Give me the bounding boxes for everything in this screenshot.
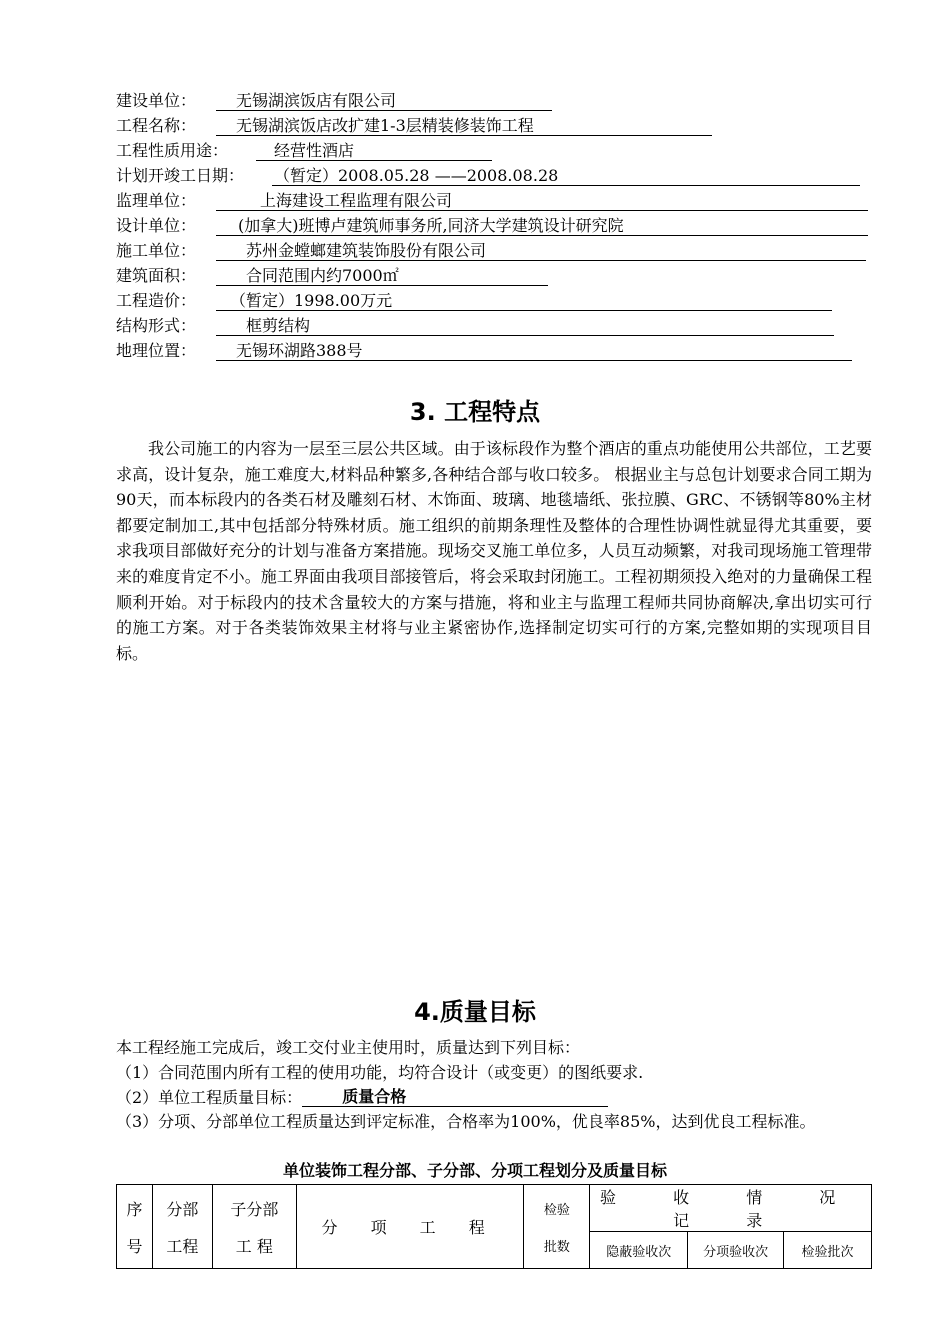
- col-header-part-top: 分部: [166, 1199, 199, 1219]
- info-label: 监理单位：: [116, 191, 197, 210]
- section-3-body: 我公司施工的内容为一层至三层公共区域。由于该标段作为整个酒店的重点功能使用公共部位，工艺要求高，设计复杂，施工难度大,材料品种繁多,各种结合部与收口较多。 根据业主与总包计划要求合同工期为90天，而本标段内的各类石材及雕刻石材、木饰面、玻璃、地毯墙纸、张拉膜、GRC、不锈钢等80%主材都要定制加工,其中包括部分特殊材质。施工组织的前期条理性及整体的合理性协调性就显得尤其重要，要求我项目部做好充分的计划与准备方案措施。现场交叉施工单位多，人员互动频繁，对我司现场施工管理带来的难度肯定不小。施工界面由我项目部接管后，将会采取封闭施工。工程初期须投入绝对的力量确保工程顺利开始。对于标段内的技术含量较大的方案与措施，将和业主与监理工程师共同协商解决,拿出切实可行的施工方案。对于各类装饰效果主材将与业主紧密协作,选择制定切实可行的方案,完整如期的实现项目目标。: [116, 439, 872, 663]
- info-value: 无锡湖滨饭店有限公司: [216, 89, 552, 111]
- info-line-project-name: [116, 114, 534, 138]
- info-value: （暂定）1998.00万元: [216, 289, 832, 311]
- info-value: 苏州金螳螂建筑装饰股份有限公司: [216, 239, 866, 261]
- info-value: 无锡湖滨饭店改扩建1-3层精装修装饰工程: [216, 114, 712, 136]
- info-label: 建筑面积：: [116, 266, 197, 285]
- info-line-construction-unit: [116, 89, 397, 113]
- info-value: 无锡环湖路388号: [216, 339, 852, 361]
- info-line-cost: [116, 289, 393, 313]
- col-header-seq: [117, 1185, 153, 1269]
- col-header-item: 分 项 工 程: [296, 1185, 524, 1269]
- quality-intro: 本工程经施工完成后，竣工交付业主使用时，质量达到下列目标：: [116, 1038, 581, 1057]
- col-header-seq-top: 序: [126, 1199, 143, 1219]
- info-value: （暂定）2008.05.28 ——2008.08.28: [272, 164, 860, 186]
- info-line-schedule: [116, 164, 559, 188]
- sub-header-batch: 检验批次: [784, 1232, 872, 1269]
- info-label: 建设单位：: [116, 91, 197, 110]
- col-header-subpart: [212, 1185, 296, 1269]
- info-line-location: [116, 339, 363, 363]
- info-line-supervision-unit: [116, 189, 453, 213]
- col-header-batch: [524, 1185, 590, 1269]
- quality-item-3: （3）分项、分部单位工程质量达到评定标准，合格率为100%，优良率85%，达到优良工程标准。: [116, 1112, 816, 1131]
- info-value: 经营性酒店: [256, 139, 492, 161]
- info-value: 合同范围内约7000㎡: [216, 264, 548, 286]
- quality-item-2: [116, 1085, 608, 1110]
- col-header-subpart-top: 子分部: [230, 1199, 279, 1219]
- info-label: 工程造价：: [116, 291, 197, 310]
- info-line-project-nature: [116, 139, 355, 163]
- col-header-batch-bottom: 批数: [543, 1239, 570, 1255]
- info-label: 设计单位：: [116, 216, 197, 235]
- table-caption: 单位装饰工程分部、子分部、分项工程划分及质量目标: [282, 1161, 667, 1180]
- info-label: 结构形式：: [116, 316, 197, 335]
- quality-table: [116, 1184, 872, 1269]
- info-label: 计划开竣工日期：: [116, 166, 245, 185]
- info-line-design-unit: [116, 214, 624, 238]
- info-value: 上海建设工程监理有限公司: [216, 189, 868, 211]
- col-header-record: 验 收 情 况 记 录: [590, 1185, 872, 1232]
- info-label: 工程性质用途：: [116, 141, 229, 160]
- col-header-part: [152, 1185, 212, 1269]
- info-line-floor-area: [116, 264, 399, 288]
- info-value: 框剪结构: [216, 314, 834, 336]
- info-value: (加拿大)班博卢建筑师事务所,同济大学建筑设计研究院: [216, 214, 868, 236]
- quality-item-1: （1）合同范围内所有工程的使用功能，均符合设计（或变更）的图纸要求.: [116, 1063, 644, 1082]
- col-header-subpart-bottom: 工 程: [235, 1236, 273, 1256]
- col-header-seq-bottom: 号: [126, 1236, 143, 1256]
- info-label: 施工单位：: [116, 241, 197, 260]
- section-3-title: 3. 工程特点: [409, 398, 541, 426]
- col-header-part-bottom: 工程: [166, 1236, 199, 1256]
- info-line-structure: [116, 314, 311, 338]
- info-label: 工程名称：: [116, 116, 197, 135]
- quality-item-2-label: （2）单位工程质量目标：: [116, 1088, 303, 1107]
- info-line-builder: [116, 239, 487, 263]
- sub-header-item: 分项验收次: [688, 1232, 784, 1269]
- section-4-title: 4.质量目标: [414, 998, 536, 1026]
- sub-header-hidden: 隐蔽验收次: [590, 1232, 688, 1269]
- info-label: 地理位置：: [116, 341, 197, 360]
- col-header-batch-top: 检验: [543, 1202, 570, 1218]
- quality-item-2-value: 质量合格: [302, 1085, 608, 1107]
